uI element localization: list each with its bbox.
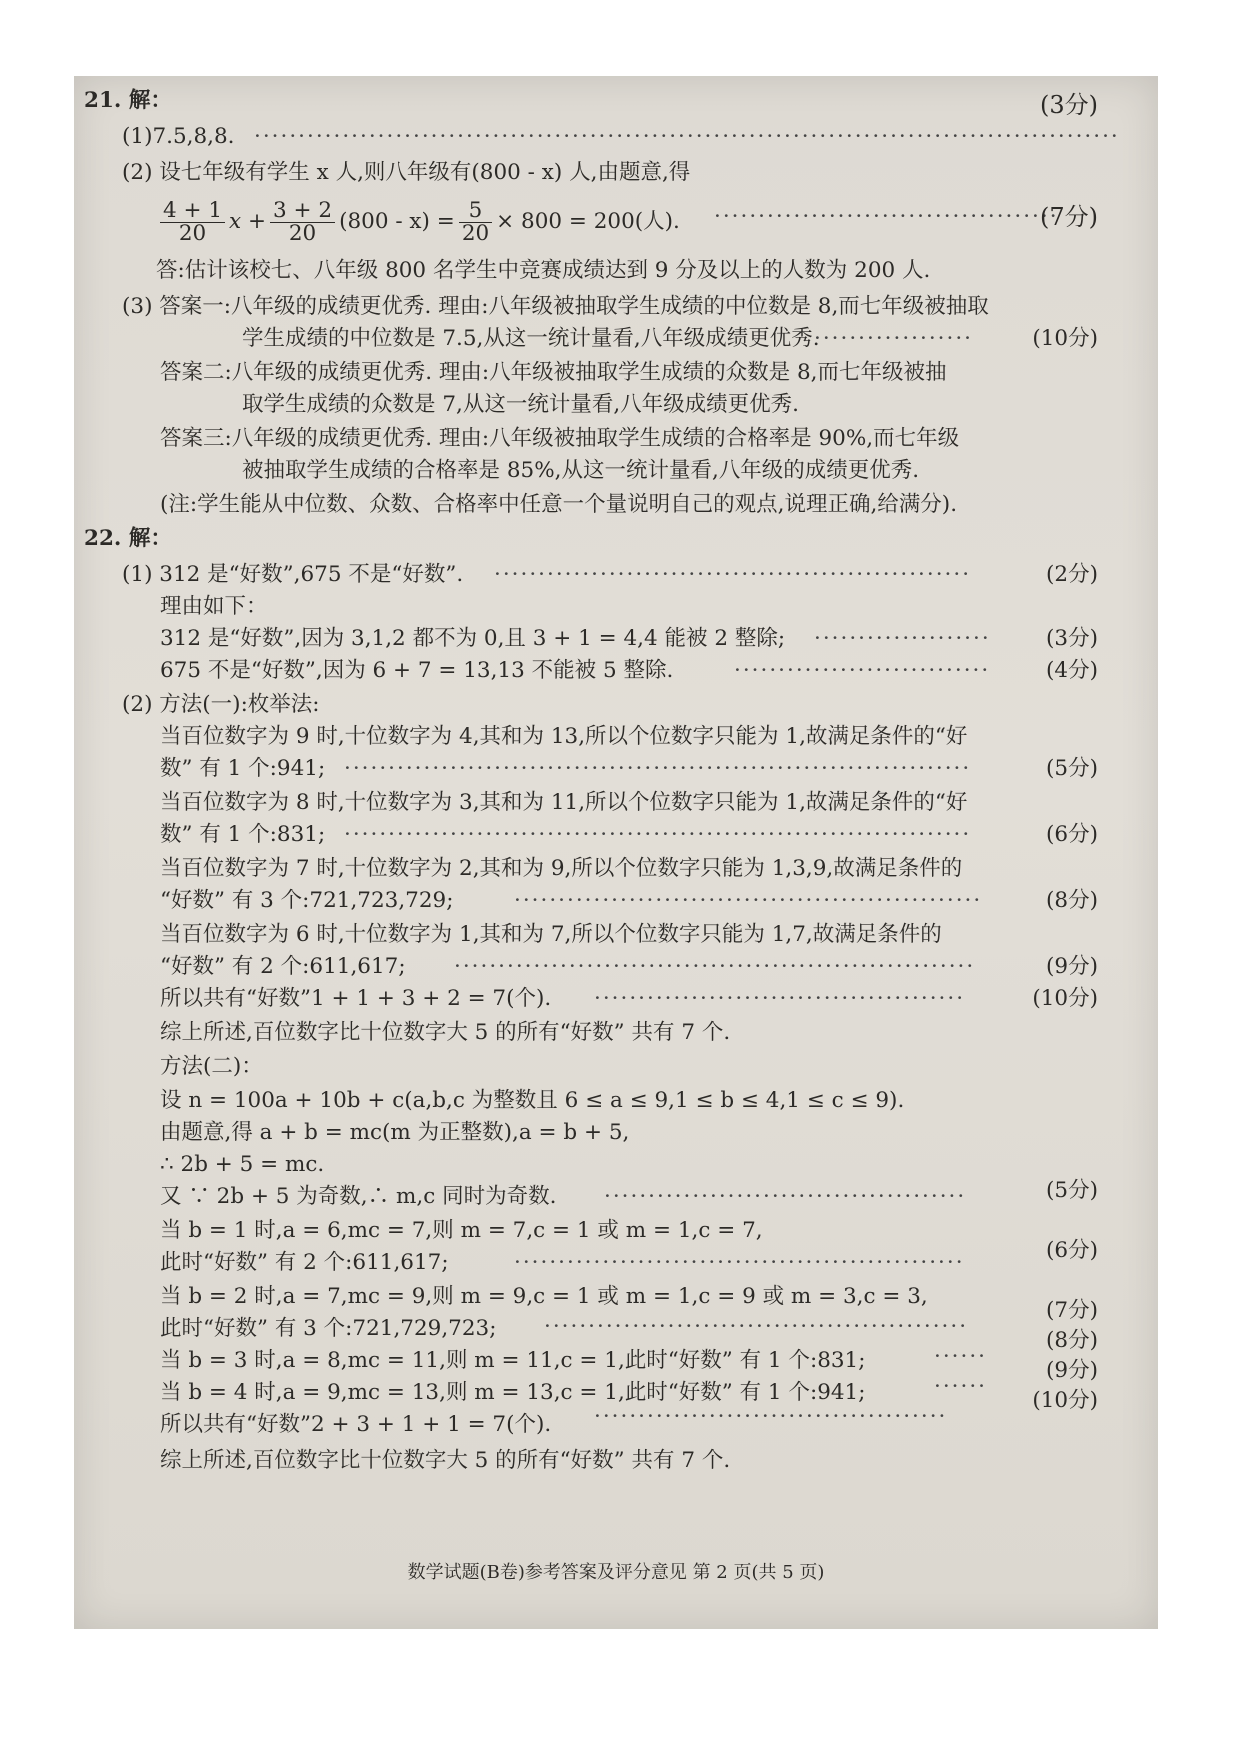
leader-dots: ··················································· bbox=[514, 1250, 965, 1275]
q21-part2-score: (7分) bbox=[1040, 203, 1098, 231]
q22-method2-score: (8分) bbox=[1046, 1328, 1098, 1353]
q22-method2-line: 当 b = 3 时,a = 8,mc = 11,则 m = 11,c = 1,此时“好数” 有 1 个:831; bbox=[160, 1348, 866, 1373]
q22-method1-score: (5分) bbox=[1046, 756, 1098, 781]
q22-method2-line: 当 b = 1 时,a = 6,mc = 7,则 m = 7,c = 1 或 m = 1,c = 7, bbox=[160, 1218, 763, 1243]
q21-part3-a2-line1: 答案二:八年级的成绩更优秀. 理由:八年级被抽取学生成绩的众数是 8,而七年级被抽 bbox=[160, 360, 947, 385]
page-footer: 数学试题(B卷)参考答案及评分意见 第 2 页(共 5 页) bbox=[407, 1562, 825, 1583]
q21-part1-score: (3分) bbox=[1040, 91, 1098, 119]
leader-dots: ·················· bbox=[814, 326, 974, 351]
q22-reason2: 675 不是“好数”,因为 6 + 7 = 13,13 不能被 5 整除. bbox=[160, 658, 674, 683]
leader-dots: ·································································································· bbox=[254, 124, 1120, 149]
leader-dots: ·········································· bbox=[594, 986, 966, 1011]
q22-method2-line: 所以共有“好数”2 + 3 + 1 + 1 = 7(个). bbox=[160, 1412, 552, 1437]
q22-method2-score: (9分) bbox=[1046, 1358, 1098, 1383]
q22-method1-score: (10分) bbox=[1032, 986, 1098, 1011]
q22-method2-score: (7分) bbox=[1046, 1298, 1098, 1323]
q22-method2-line: 又 ∵ 2b + 5 为奇数,∴ m,c 同时为奇数. bbox=[160, 1184, 557, 1209]
leader-dots: ················································ bbox=[544, 1314, 969, 1339]
q22-method1-line: 数” 有 1 个:941; bbox=[160, 756, 326, 781]
fraction: $\frac{4 + 1}{20}$ bbox=[160, 200, 225, 245]
leader-dots: ········································ bbox=[594, 1404, 948, 1429]
leader-dots: ····················································· bbox=[514, 888, 983, 913]
q21-heading: 21. 解： bbox=[84, 88, 172, 113]
q22-method1-score: (6分) bbox=[1046, 822, 1098, 847]
q22-method2-conclusion: 综上所述,百位数字比十位数字大 5 的所有“好数” 共有 7 个. bbox=[160, 1448, 731, 1473]
q21-part2-setup: (2) 设七年级有学生 x 人,则八年级有(800 - x) 人,由题意,得 bbox=[122, 160, 691, 185]
q21-part3-a2-line2: 取学生成绩的众数是 7,从这一统计量看,八年级成绩更优秀. bbox=[242, 392, 800, 417]
q22-method2-line: 由题意,得 a + b = mc(m 为正整数),a = b + 5, bbox=[160, 1120, 630, 1145]
q22-method1-heading: (2) 方法(一):枚举法: bbox=[122, 692, 320, 717]
q22-method2-line: ∴ 2b + 5 = mc. bbox=[160, 1152, 325, 1177]
q22-reason1-score: (3分) bbox=[1046, 626, 1098, 651]
q22-method1-line: “好数” 有 3 个:721,723,729; bbox=[160, 888, 454, 913]
q21-equation: $\frac{4 + 1}{20}$ x + $\frac{3 + 2}{20}$ (800 - x) = $\frac{5}{20}$ × 800 = 200(人). bbox=[156, 194, 680, 250]
q22-method1-score: (8分) bbox=[1046, 888, 1098, 913]
q22-method1-line: 当百位数字为 7 时,十位数字为 2,其和为 9,所以个位数字只能为 1,3,9,故满足条件的 bbox=[160, 856, 963, 881]
leader-dots: ······································································· bbox=[344, 756, 972, 781]
q22-method1-line: “好数” 有 2 个:611,617; bbox=[160, 954, 406, 979]
leader-dots: ······ bbox=[934, 1374, 988, 1399]
q21-part3-a3-line2: 被抽取学生成绩的合格率是 85%,从这一统计量看,八年级的成绩更优秀. bbox=[242, 458, 920, 483]
leader-dots: ····························· bbox=[734, 658, 991, 683]
leader-dots: ···················· bbox=[814, 626, 991, 651]
q22-method2-line: 当 b = 4 时,a = 9,mc = 13,则 m = 13,c = 1,此时“好数” 有 1 个:941; bbox=[160, 1380, 866, 1405]
q22-method1-line: 数” 有 1 个:831; bbox=[160, 822, 326, 847]
q22-method1-line: 当百位数字为 9 时,十位数字为 4,其和为 13,所以个位数字只能为 1,故满足条件的“好 bbox=[160, 724, 968, 749]
q21-note: (注:学生能从中位数、众数、合格率中任意一个量说明自己的观点,说理正确,给满分). bbox=[160, 492, 958, 517]
q21-part1: (1)7.5,8,8. bbox=[122, 124, 235, 149]
q22-method2-line: 此时“好数” 有 2 个:611,617; bbox=[160, 1250, 449, 1275]
q22-reason-heading: 理由如下： bbox=[160, 594, 268, 619]
q21-part3-a1-line2: 学生成绩的中位数是 7.5,从这一统计量看,八年级成绩更优秀. bbox=[242, 326, 820, 351]
answer-sheet-page bbox=[74, 76, 1158, 1629]
q22-method1-line: 当百位数字为 6 时,十位数字为 1,其和为 7,所以个位数字只能为 1,7,故满足条件的 bbox=[160, 922, 942, 947]
q22-part1-score: (2分) bbox=[1046, 562, 1098, 587]
leader-dots: ········································· bbox=[604, 1184, 967, 1209]
q22-method2-line: 设 n = 100a + 10b + c(a,b,c 为整数且 6 ≤ a ≤ 9,1 ≤ b ≤ 4,1 ≤ c ≤ 9). bbox=[160, 1088, 905, 1113]
q21-part2-answer: 答:估计该校七、八年级 800 名学生中竞赛成绩达到 9 分及以上的人数为 200 人. bbox=[156, 258, 931, 283]
q22-method2-line: 当 b = 2 时,a = 7,mc = 9,则 m = 9,c = 1 或 m = 1,c = 9 或 m = 3,c = 3, bbox=[160, 1284, 928, 1309]
q21-part3-a1-line1: (3) 答案一:八年级的成绩更优秀. 理由:八年级被抽取学生成绩的中位数是 8,而七年级被抽取 bbox=[122, 294, 989, 319]
q22-method1-line: 当百位数字为 8 时,十位数字为 3,其和为 11,所以个位数字只能为 1,故满足条件的“好 bbox=[160, 790, 968, 815]
q22-reason2-score: (4分) bbox=[1046, 658, 1098, 683]
q22-method2-line: 此时“好数” 有 3 个:721,729,723; bbox=[160, 1316, 497, 1341]
q22-method2-score: (6分) bbox=[1046, 1238, 1098, 1263]
leader-dots: ······································································· bbox=[344, 822, 972, 847]
q22-method1-line: 所以共有“好数”1 + 1 + 3 + 2 = 7(个). bbox=[160, 986, 552, 1011]
q21-part3-score: (10分) bbox=[1032, 326, 1098, 351]
leader-dots: ······················································ bbox=[494, 562, 972, 587]
q22-method2-score: (5分) bbox=[1046, 1178, 1098, 1203]
leader-dots: ··························································· bbox=[454, 954, 976, 979]
q22-method1-conclusion: 综上所述,百位数字比十位数字大 5 的所有“好数” 共有 7 个. bbox=[160, 1020, 731, 1045]
q22-heading: 22. 解： bbox=[84, 526, 172, 551]
q22-method2-heading: 方法(二)： bbox=[160, 1054, 263, 1079]
fraction: $\frac{3 + 2}{20}$ bbox=[270, 200, 335, 245]
q22-method1-score: (9分) bbox=[1046, 954, 1098, 979]
leader-dots: ······ bbox=[934, 1344, 988, 1369]
leader-dots: ······································· bbox=[714, 204, 1059, 229]
q22-method2-score: (10分) bbox=[1032, 1388, 1098, 1413]
fraction: $\frac{5}{20}$ bbox=[459, 200, 492, 245]
q22-reason1: 312 是“好数”,因为 3,1,2 都不为 0,且 3 + 1 = 4,4 能被 2 整除; bbox=[160, 626, 786, 651]
q22-part1: (1) 312 是“好数”,675 不是“好数”. bbox=[122, 562, 464, 587]
q21-part3-a3-line1: 答案三:八年级的成绩更优秀. 理由:八年级被抽取学生成绩的合格率是 90%,而七年级 bbox=[160, 426, 960, 451]
